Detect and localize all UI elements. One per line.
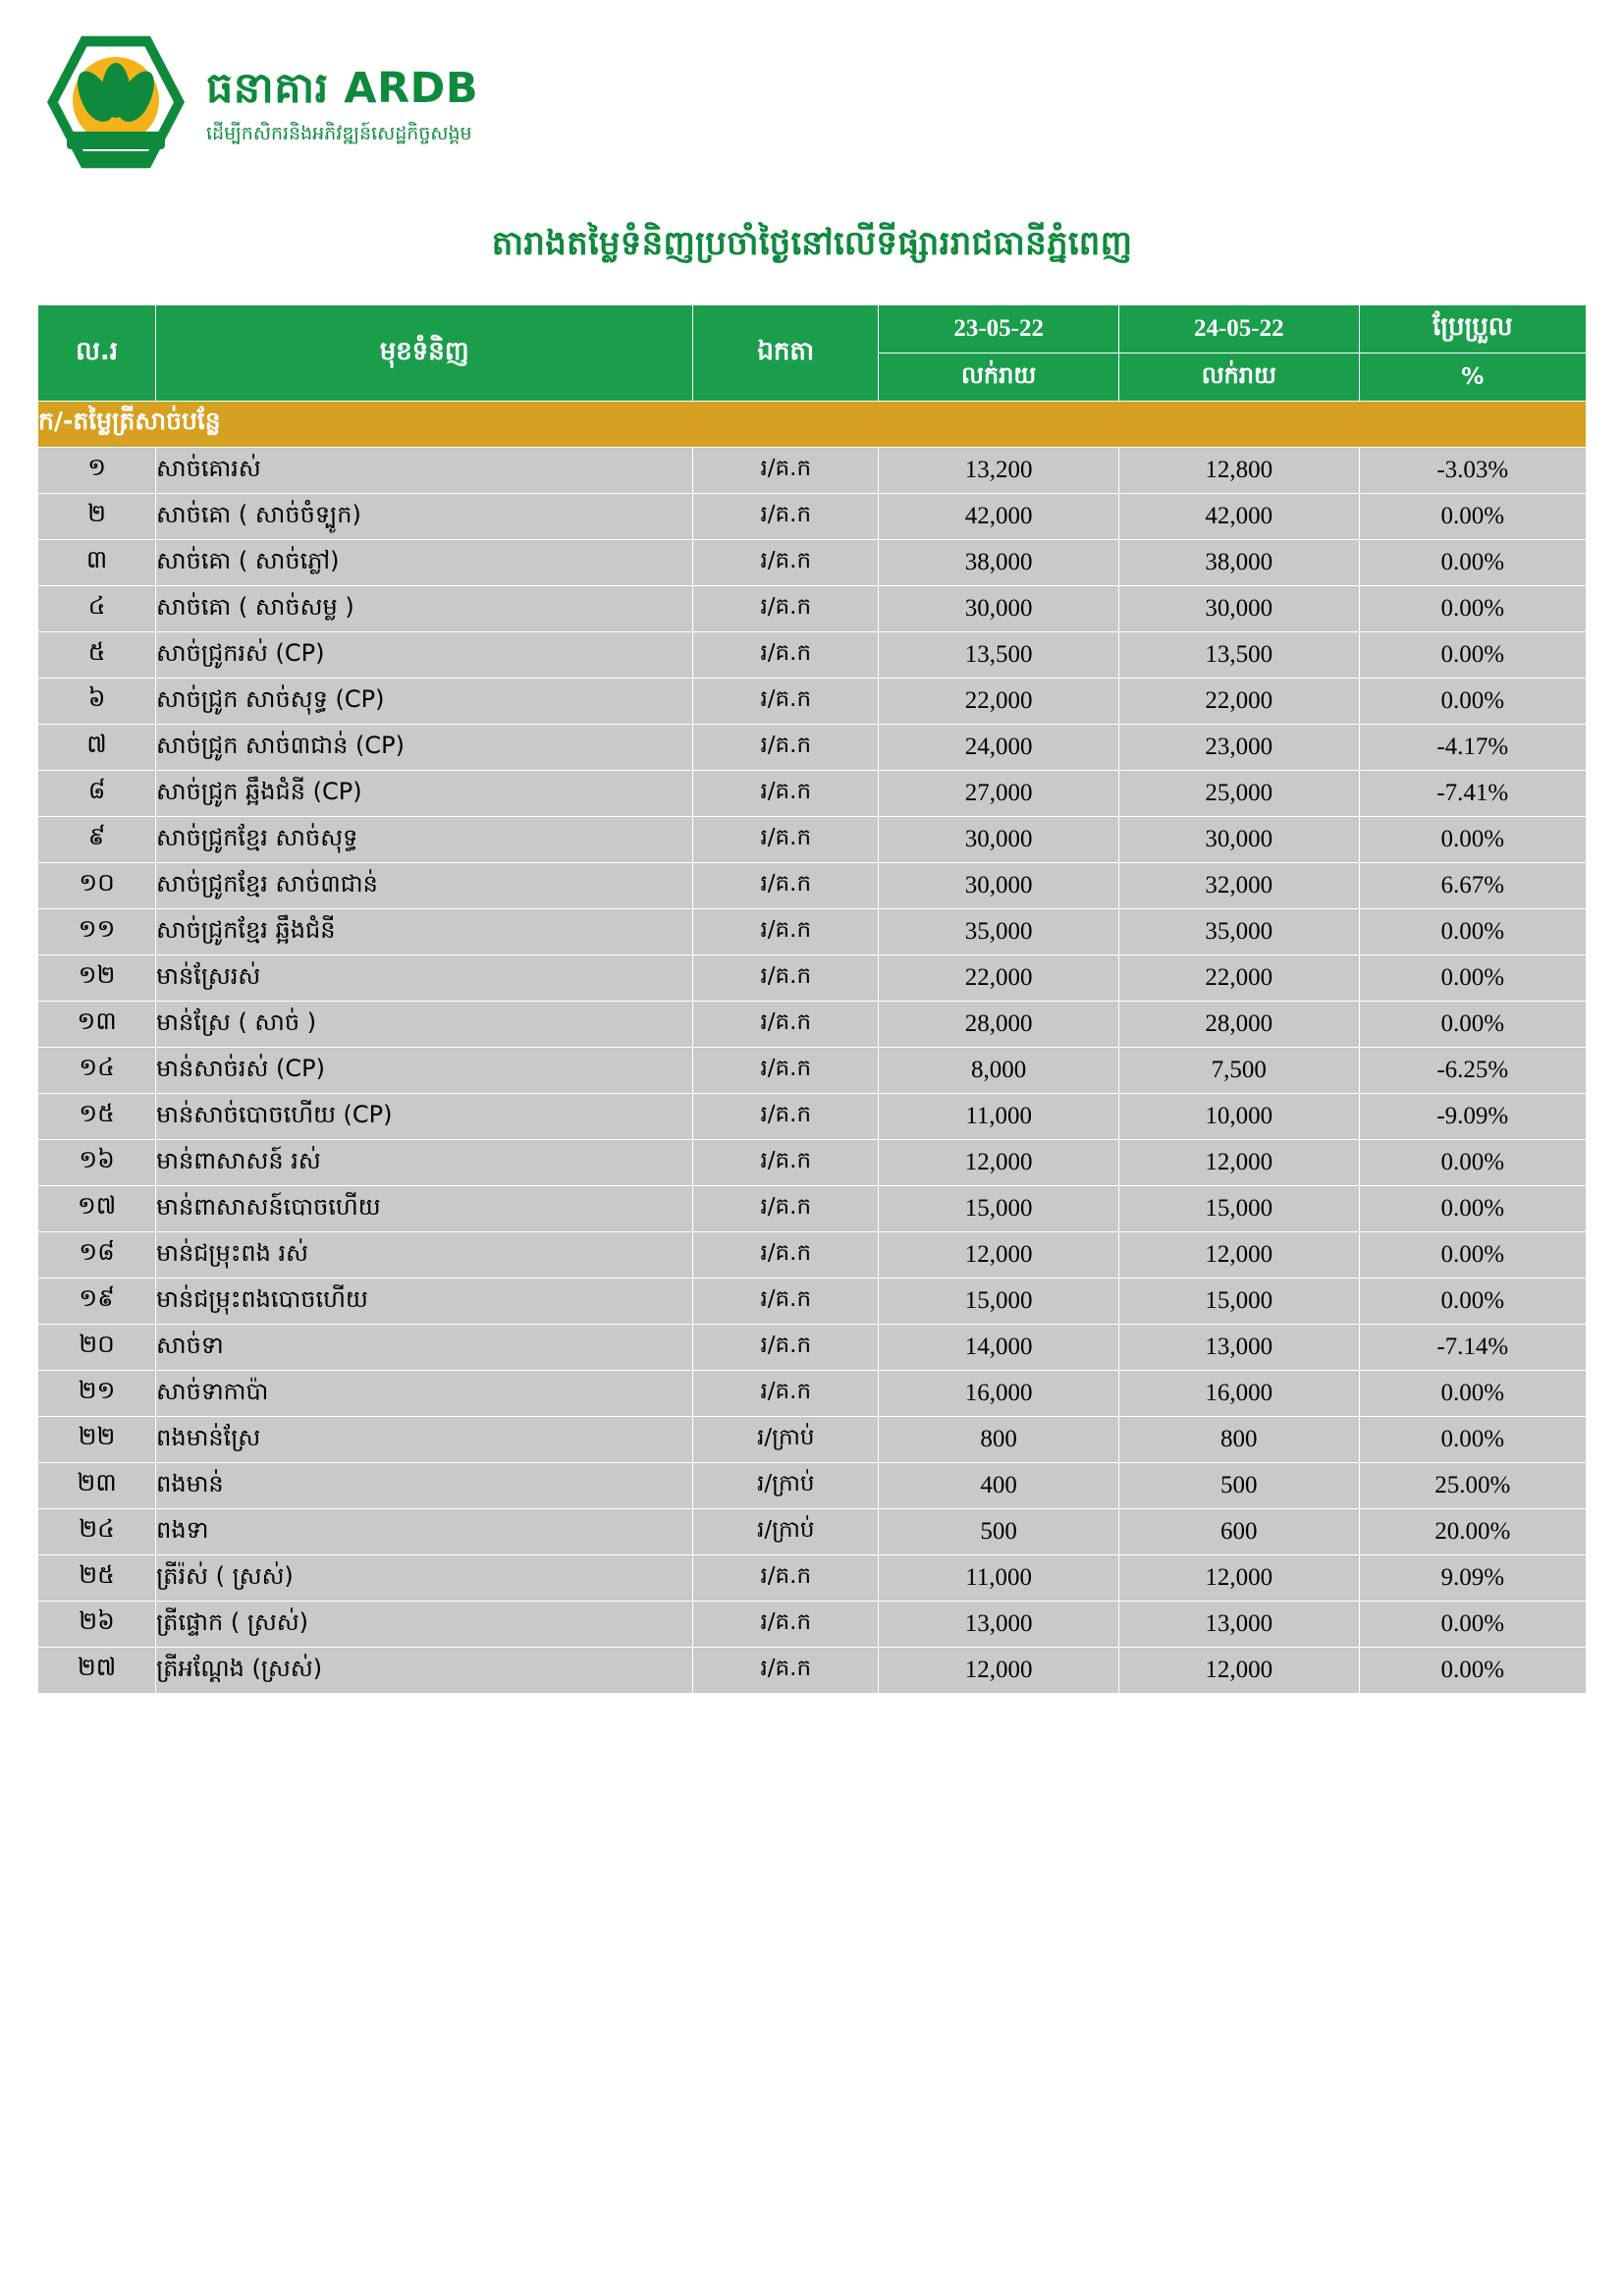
row-item-name: សាច់ជ្រូក សាច់សុទ្ធ (CP) [156, 679, 693, 725]
row-change-percent: -7.14% [1359, 1325, 1586, 1371]
row-number: ២០ [38, 1325, 156, 1371]
row-unit: រ/គ.ក [693, 1094, 879, 1140]
row-unit: រ/គ.ក [693, 1186, 879, 1232]
row-number: ៤ [38, 586, 156, 632]
row-number: ១១ [38, 909, 156, 955]
row-price-date1: 400 [879, 1463, 1119, 1509]
row-price-date1: 11,000 [879, 1094, 1119, 1140]
row-item-name: សាច់ជ្រូកខ្មែរ ឆ្អឹងជំនី [156, 909, 693, 955]
row-change-percent: -7.41% [1359, 771, 1586, 817]
row-unit: រ/គ.ក [693, 1002, 879, 1048]
table-row [38, 1002, 1587, 1048]
row-price-date2: 600 [1118, 1509, 1359, 1555]
row-item-name: មាន់សាច់បោចហើយ (CP) [156, 1094, 693, 1140]
row-price-date2: 28,000 [1118, 1002, 1359, 1048]
row-price-date1: 15,000 [879, 1186, 1119, 1232]
row-change-percent: 0.00% [1359, 955, 1586, 1002]
row-number: ១០ [38, 863, 156, 909]
row-unit: រ/គ.ក [693, 632, 879, 679]
price-table-container [0, 304, 1624, 1694]
row-item-name: មាន់ជម្រុះពង រស់ [156, 1232, 693, 1279]
table-row [38, 1509, 1587, 1555]
row-price-date2: 800 [1118, 1417, 1359, 1463]
row-change-percent: 0.00% [1359, 817, 1586, 863]
section-label: ក/-តម្លៃត្រីសាច់បន្លែ [38, 402, 1587, 448]
row-item-name: សាច់ទាកាប៉ា [156, 1371, 693, 1417]
table-row [38, 771, 1587, 817]
row-number: ៣ [38, 540, 156, 586]
col-subheader-date2: លក់រាយ [1118, 354, 1359, 402]
table-row [38, 955, 1587, 1002]
row-item-name: សាច់គោ ( សាច់ភ្លៅ) [156, 540, 693, 586]
row-price-date1: 800 [879, 1417, 1119, 1463]
table-row [38, 586, 1587, 632]
row-price-date1: 35,000 [879, 909, 1119, 955]
row-number: ១៨ [38, 1232, 156, 1279]
row-change-percent: 0.00% [1359, 1371, 1586, 1417]
row-number: ២៥ [38, 1555, 156, 1602]
date2-value: 24-05-22 [1193, 315, 1284, 342]
row-unit: រ/ក្រាប់ [693, 1417, 879, 1463]
row-price-date1: 13,000 [879, 1602, 1119, 1648]
row-price-date2: 12,800 [1118, 448, 1359, 494]
row-unit: រ/គ.ក [693, 817, 879, 863]
row-number: ២៣ [38, 1463, 156, 1509]
row-price-date1: 30,000 [879, 863, 1119, 909]
col-subheader-change: % [1359, 354, 1586, 402]
row-number: ៥ [38, 632, 156, 679]
row-item-name: ត្រីផ្ទោក ( ស្រស់) [156, 1602, 693, 1648]
row-change-percent: 0.00% [1359, 1279, 1586, 1325]
row-price-date2: 23,000 [1118, 725, 1359, 771]
row-price-date1: 16,000 [879, 1371, 1119, 1417]
row-price-date2: 13,000 [1118, 1325, 1359, 1371]
row-price-date2: 22,000 [1118, 679, 1359, 725]
row-number: ២៤ [38, 1509, 156, 1555]
row-change-percent: 0.00% [1359, 1417, 1586, 1463]
row-price-date1: 13,200 [879, 448, 1119, 494]
col-subheader-date1: លក់រាយ [879, 354, 1119, 402]
row-change-percent: 25.00% [1359, 1463, 1586, 1509]
row-number: ១៦ [38, 1140, 156, 1186]
row-number: ១ [38, 448, 156, 494]
row-item-name: មាន់ពាសាសន៍ រស់ [156, 1140, 693, 1186]
row-price-date2: 13,000 [1118, 1602, 1359, 1648]
row-item-name: ពងទា [156, 1509, 693, 1555]
row-number: ១៩ [38, 1279, 156, 1325]
row-price-date1: 38,000 [879, 540, 1119, 586]
row-price-date2: 38,000 [1118, 540, 1359, 586]
row-price-date1: 8,000 [879, 1048, 1119, 1094]
row-price-date2: 35,000 [1118, 909, 1359, 955]
row-change-percent: 0.00% [1359, 586, 1586, 632]
table-row [38, 1325, 1587, 1371]
row-price-date1: 12,000 [879, 1140, 1119, 1186]
row-price-date2: 15,000 [1118, 1186, 1359, 1232]
row-unit: រ/គ.ក [693, 1232, 879, 1279]
row-number: ២១ [38, 1371, 156, 1417]
row-number: ៨ [38, 771, 156, 817]
row-price-date1: 14,000 [879, 1325, 1119, 1371]
row-item-name: មាន់ស្រែរស់ [156, 955, 693, 1002]
row-number: ២៦ [38, 1602, 156, 1648]
row-price-date2: 25,000 [1118, 771, 1359, 817]
row-change-percent: 0.00% [1359, 1602, 1586, 1648]
col-header-change: ប្រែប្រួល [1359, 305, 1586, 354]
row-price-date2: 10,000 [1118, 1094, 1359, 1140]
ardb-logo-icon [47, 33, 185, 171]
row-unit: រ/គ.ក [693, 494, 879, 540]
row-item-name: ពងមាន់ [156, 1463, 693, 1509]
row-price-date2: 32,000 [1118, 863, 1359, 909]
row-change-percent: 6.67% [1359, 863, 1586, 909]
row-item-name: សាច់ជ្រូកខ្មែរ សាច់៣ជាន់ [156, 863, 693, 909]
row-item-name: មាន់សាច់រស់ (CP) [156, 1048, 693, 1094]
row-price-date1: 28,000 [879, 1002, 1119, 1048]
row-change-percent: 9.09% [1359, 1555, 1586, 1602]
brand-title: ធនាគារ ARDB [206, 63, 479, 113]
row-unit: រ/គ.ក [693, 540, 879, 586]
row-price-date1: 11,000 [879, 1555, 1119, 1602]
row-price-date1: 27,000 [879, 771, 1119, 817]
row-change-percent: 20.00% [1359, 1509, 1586, 1555]
row-unit: រ/គ.ក [693, 1140, 879, 1186]
row-change-percent: -9.09% [1359, 1094, 1586, 1140]
row-price-date2: 16,000 [1118, 1371, 1359, 1417]
row-change-percent: -6.25% [1359, 1048, 1586, 1094]
row-change-percent: 0.00% [1359, 1232, 1586, 1279]
row-item-name: ពងមាន់ស្រែ [156, 1417, 693, 1463]
row-unit: រ/គ.ក [693, 771, 879, 817]
row-number: ២ [38, 494, 156, 540]
table-row [38, 679, 1587, 725]
table-row [38, 632, 1587, 679]
table-row [38, 1648, 1587, 1694]
row-price-date2: 30,000 [1118, 586, 1359, 632]
row-unit: រ/គ.ក [693, 1371, 879, 1417]
row-price-date1: 12,000 [879, 1232, 1119, 1279]
row-item-name: ត្រីអណ្តែង (ស្រស់) [156, 1648, 693, 1694]
price-table [37, 304, 1587, 1694]
table-row [38, 1463, 1587, 1509]
row-unit: រ/គ.ក [693, 586, 879, 632]
row-price-date2: 30,000 [1118, 817, 1359, 863]
row-unit: រ/គ.ក [693, 1325, 879, 1371]
row-price-date1: 42,000 [879, 494, 1119, 540]
row-price-date1: 12,000 [879, 1648, 1119, 1694]
table-row [38, 1094, 1587, 1140]
table-row [38, 863, 1587, 909]
row-change-percent: 0.00% [1359, 1002, 1586, 1048]
row-price-date2: 12,000 [1118, 1648, 1359, 1694]
row-price-date1: 30,000 [879, 817, 1119, 863]
row-unit: រ/គ.ក [693, 863, 879, 909]
row-price-date1: 22,000 [879, 679, 1119, 725]
row-change-percent: 0.00% [1359, 1648, 1586, 1694]
row-change-percent: 0.00% [1359, 909, 1586, 955]
table-row [38, 448, 1587, 494]
row-price-date2: 12,000 [1118, 1140, 1359, 1186]
row-price-date2: 7,500 [1118, 1048, 1359, 1094]
row-item-name: មាន់ពាសាសន៍បោចហើយ [156, 1186, 693, 1232]
table-header [38, 305, 1587, 402]
row-unit: រ/គ.ក [693, 1648, 879, 1694]
table-row [38, 725, 1587, 771]
row-item-name: ត្រីរ៉ស់ ( ស្រស់) [156, 1555, 693, 1602]
row-item-name: សាច់ទា [156, 1325, 693, 1371]
row-number: ៧ [38, 725, 156, 771]
col-header-item: មុខទំនិញ [156, 305, 693, 402]
table-row [38, 540, 1587, 586]
row-unit: រ/គ.ក [693, 1279, 879, 1325]
table-row [38, 494, 1587, 540]
table-row [38, 909, 1587, 955]
row-price-date2: 13,500 [1118, 632, 1359, 679]
row-change-percent: 0.00% [1359, 494, 1586, 540]
table-row [38, 1232, 1587, 1279]
row-change-percent: 0.00% [1359, 1140, 1586, 1186]
section-header-row [38, 402, 1587, 448]
row-unit: រ/គ.ក [693, 1048, 879, 1094]
row-change-percent: 0.00% [1359, 679, 1586, 725]
row-unit: រ/គ.ក [693, 955, 879, 1002]
row-change-percent: 0.00% [1359, 540, 1586, 586]
row-item-name: សាច់គោរស់ [156, 448, 693, 494]
row-price-date1: 30,000 [879, 586, 1119, 632]
row-price-date2: 42,000 [1118, 494, 1359, 540]
table-row [38, 1048, 1587, 1094]
row-price-date1: 500 [879, 1509, 1119, 1555]
table-row [38, 817, 1587, 863]
row-change-percent: -3.03% [1359, 448, 1586, 494]
row-item-name: សាច់ជ្រូក សាច់៣ជាន់ (CP) [156, 725, 693, 771]
row-number: ១៤ [38, 1048, 156, 1094]
row-price-date2: 22,000 [1118, 955, 1359, 1002]
row-price-date1: 22,000 [879, 955, 1119, 1002]
row-change-percent: 0.00% [1359, 1186, 1586, 1232]
document-header [0, 0, 1624, 171]
row-item-name: សាច់ជ្រូក ឆ្អឹងជំនី (CP) [156, 771, 693, 817]
table-row [38, 1555, 1587, 1602]
table-row [38, 1140, 1587, 1186]
row-unit: រ/គ.ក [693, 1602, 879, 1648]
row-price-date1: 15,000 [879, 1279, 1119, 1325]
row-number: ៩ [38, 817, 156, 863]
row-number: ២៧ [38, 1648, 156, 1694]
row-price-date2: 12,000 [1118, 1232, 1359, 1279]
table-row [38, 1417, 1587, 1463]
date1-value: 23-05-22 [953, 315, 1044, 342]
row-unit: រ/គ.ក [693, 1555, 879, 1602]
table-row [38, 1186, 1587, 1232]
page-title: តារាងតម្លៃទំនិញប្រចាំថ្ងៃនៅលើទីផ្សាររាជធានីភ្នំពេញ [491, 224, 1133, 263]
col-header-no: ល.រ [38, 305, 156, 402]
table-row [38, 1602, 1587, 1648]
row-item-name: សាច់គោ ( សាច់សម្ល ) [156, 586, 693, 632]
table-row [38, 1279, 1587, 1325]
row-unit: រ/គ.ក [693, 909, 879, 955]
col-header-unit: ឯកតា [693, 305, 879, 402]
row-number: ៦ [38, 679, 156, 725]
row-unit: រ/ក្រាប់ [693, 1463, 879, 1509]
row-number: ១៧ [38, 1186, 156, 1232]
row-unit: រ/គ.ក [693, 448, 879, 494]
row-item-name: សាច់ជ្រូកខ្មែរ សាច់សុទ្ធ [156, 817, 693, 863]
row-price-date2: 12,000 [1118, 1555, 1359, 1602]
row-change-percent: 0.00% [1359, 632, 1586, 679]
row-number: ២២ [38, 1417, 156, 1463]
row-price-date2: 500 [1118, 1463, 1359, 1509]
row-unit: រ/គ.ក [693, 725, 879, 771]
row-item-name: មាន់ជម្រុះពងបោចហើយ [156, 1279, 693, 1325]
row-number: ១៥ [38, 1094, 156, 1140]
row-price-date1: 24,000 [879, 725, 1119, 771]
table-body [38, 402, 1587, 1694]
row-number: ១៣ [38, 1002, 156, 1048]
row-unit: រ/ក្រាប់ [693, 1509, 879, 1555]
row-number: ១២ [38, 955, 156, 1002]
row-price-date2: 15,000 [1118, 1279, 1359, 1325]
row-unit: រ/គ.ក [693, 679, 879, 725]
brand-text [206, 59, 478, 145]
row-price-date1: 13,500 [879, 632, 1119, 679]
brand-subtitle: ដើម្បីកសិករនិងអភិវឌ្ឍន៍សេដ្ឋកិច្ចសង្គម [206, 123, 472, 145]
table-row [38, 1371, 1587, 1417]
col-header-date1 [879, 305, 1119, 354]
row-change-percent: -4.17% [1359, 725, 1586, 771]
row-item-name: សាច់គោ ( សាច់ចំទ្បូក) [156, 494, 693, 540]
row-item-name: សាច់ជ្រូករស់ (CP) [156, 632, 693, 679]
row-item-name: មាន់ស្រែ ( សាច់ ) [156, 1002, 693, 1048]
col-header-date2 [1118, 305, 1359, 354]
